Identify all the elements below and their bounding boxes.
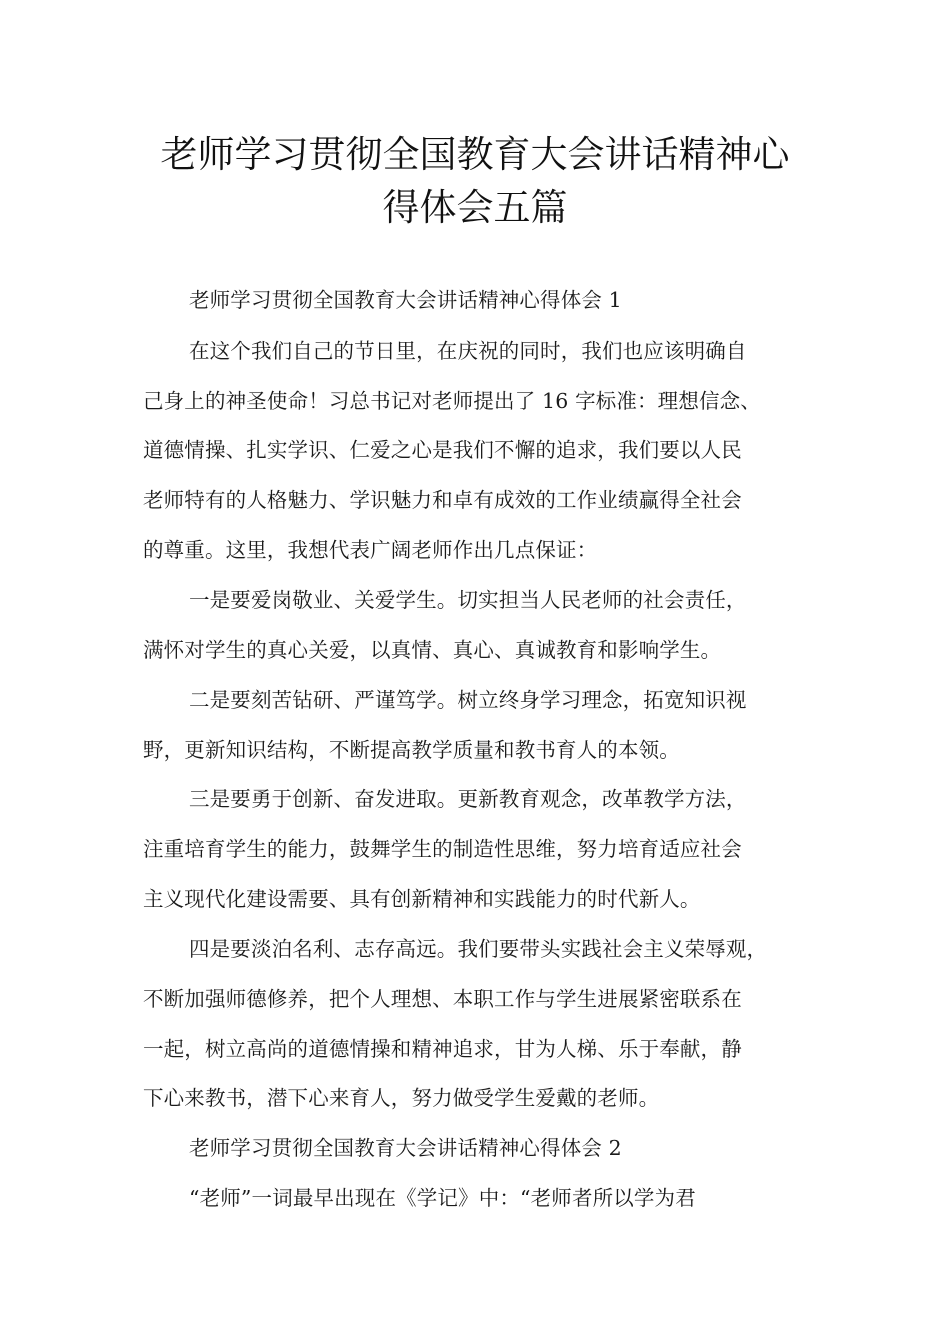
section-heading-1: 老师学习贯彻全国教育大会讲话精神心得体会 1 xyxy=(189,288,622,312)
document-title xyxy=(100,128,850,234)
section-heading-2: 老师学习贯彻全国教育大会讲话精神心得体会 2 xyxy=(189,1136,622,1160)
paragraph-line: 的尊重。这里，我想代表广阔老师作出几点保证： xyxy=(143,538,598,562)
paragraph-line: 老师特有的人格魅力、学识魅力和卓有成效的工作业绩赢得全社会 xyxy=(143,488,742,512)
paragraph-line: 一是要爱岗敬业、关爱学生。切实担当人民老师的社会责任， xyxy=(189,588,747,612)
paragraph-line: 满怀对学生的真心关爱，以真情、真心、真诚教育和影响学生。 xyxy=(143,638,722,662)
paragraph-line: 主义现代化建设需要、具有创新精神和实践能力的时代新人。 xyxy=(143,887,701,911)
paragraph-line: 野，更新知识结构，不断提高教学质量和教书育人的本领。 xyxy=(143,738,680,762)
paragraph-line: 在这个我们自己的节日里，在庆祝的同时，我们也应该明确自 xyxy=(189,339,747,363)
paragraph-line: 四是要淡泊名利、志存高远。我们要带头实践社会主义荣辱观， xyxy=(189,937,768,961)
paragraph-line: 己身上的神圣使命！习总书记对老师提出了 16 字标准：理想信念、 xyxy=(143,389,761,413)
paragraph-line: 二是要刻苦钻研、严谨笃学。树立终身学习理念，拓宽知识视 xyxy=(189,688,747,712)
paragraph-line: 道德情操、扎实学识、仁爱之心是我们不懈的追求，我们要以人民 xyxy=(143,438,742,462)
title-line-2: 得体会五篇 xyxy=(382,186,568,229)
paragraph-line: 下心来教书，潜下心来育人，努力做受学生爱戴的老师。 xyxy=(143,1086,660,1110)
title-line-1: 老师学习贯彻全国教育大会讲话精神心 xyxy=(160,133,790,176)
paragraph-line: 不断加强师德修养，把个人理想、本职工作与学生进展紧密联系在 xyxy=(143,987,742,1011)
paragraph-line: “老师”一词最早出现在《学记》中：“老师者所以学为君 xyxy=(189,1186,696,1210)
paragraph-line: 注重培育学生的能力，鼓舞学生的制造性思维，努力培育适应社会 xyxy=(143,837,742,861)
paragraph-line: 三是要勇于创新、奋发进取。更新教育观念，改革教学方法， xyxy=(189,787,747,811)
paragraph-line: 一起，树立高尚的道德情操和精神追求，甘为人梯、乐于奉献，静 xyxy=(143,1037,742,1061)
